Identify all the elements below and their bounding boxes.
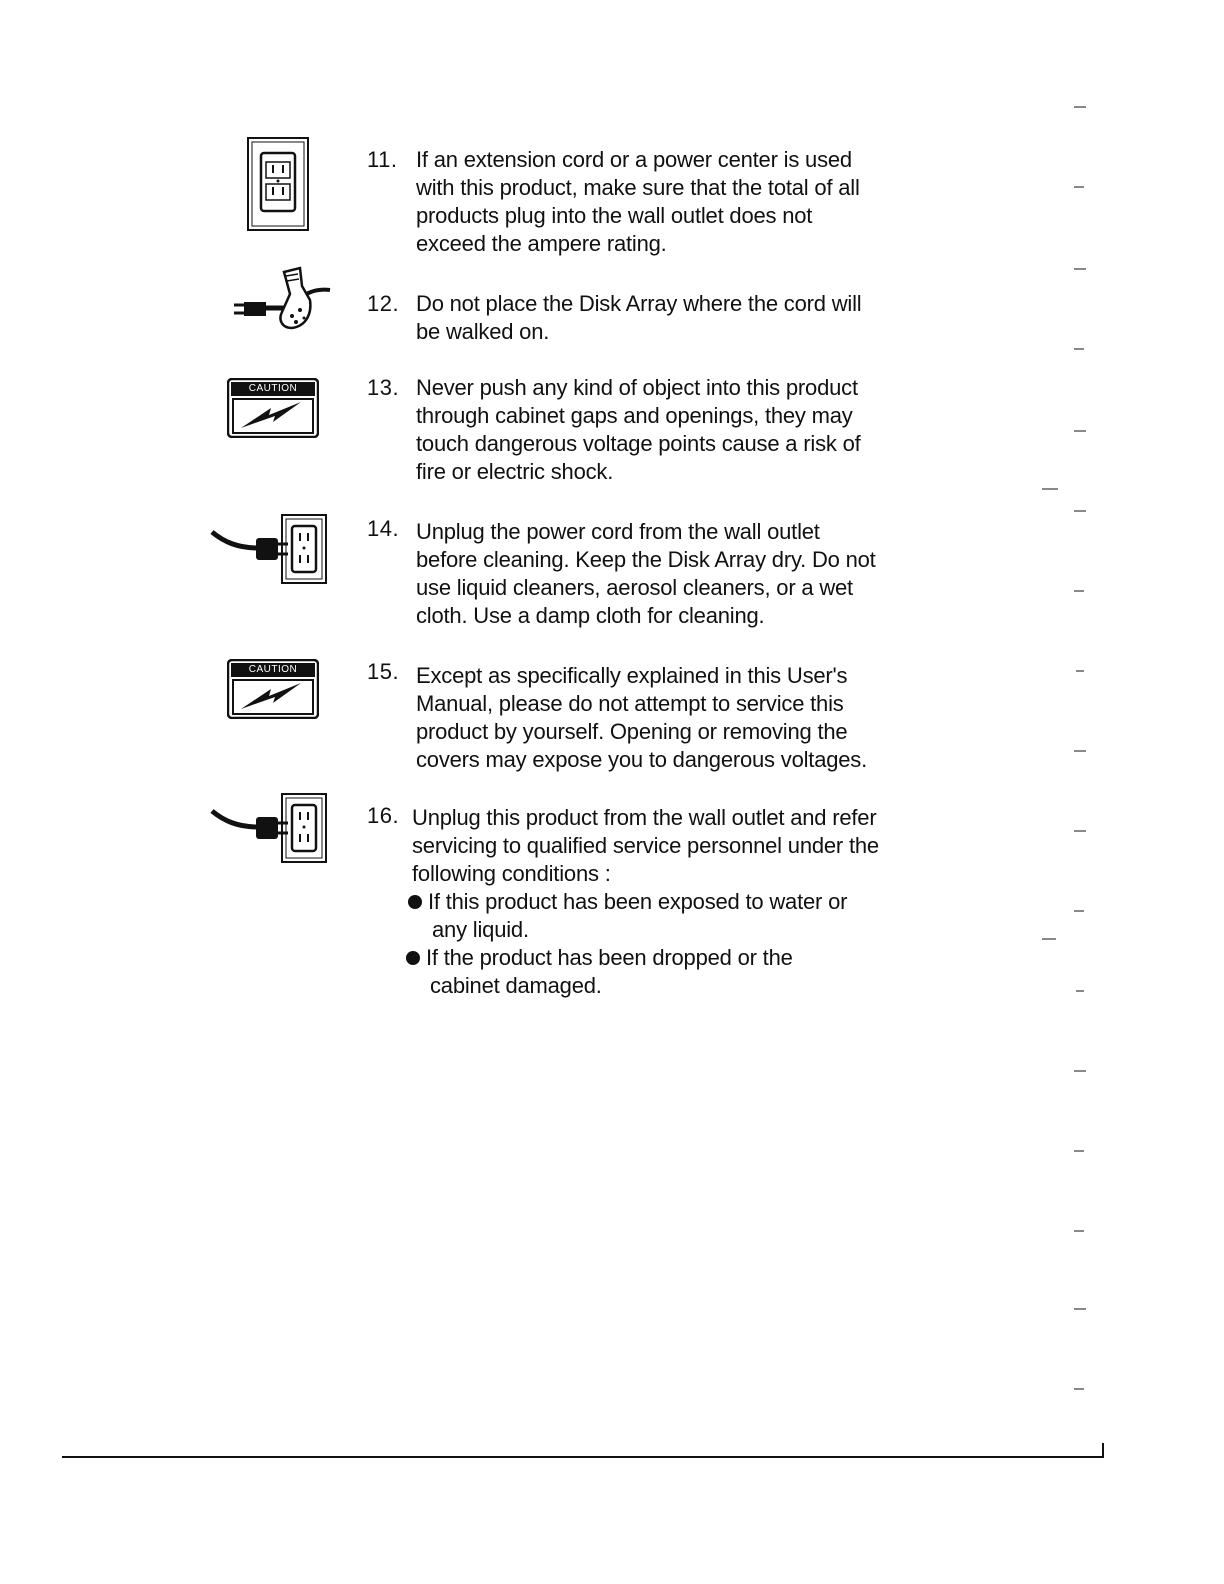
cord-stepped-on-icon (232, 264, 332, 334)
caution-shock-icon (227, 659, 319, 719)
edge-mark (1074, 510, 1086, 512)
bullet-item (408, 888, 952, 944)
item-number: 14. (367, 516, 400, 541)
text-line: fire or electric shock. (416, 459, 614, 484)
caution-shock-icon (227, 378, 319, 438)
edge-mark (1074, 590, 1084, 592)
wall-outlet-icon (247, 137, 309, 231)
text-line: servicing to qualified service personnel under the (412, 833, 879, 858)
text-line: products plug into the wall outlet does not (416, 203, 813, 228)
edge-mark (1074, 1388, 1084, 1390)
edge-mark (1074, 910, 1084, 912)
caution-label: CAUTION (248, 383, 298, 394)
item-number: 16. (367, 803, 400, 828)
text-line: Manual, please do not attempt to service this (416, 691, 844, 716)
edge-mark (1074, 830, 1086, 832)
text-line: exceed the ampere rating. (416, 231, 667, 256)
text-line: cabinet damaged. (430, 973, 602, 998)
edge-mark (1076, 670, 1084, 672)
item-text (416, 662, 956, 774)
text-line: through cabinet gaps and openings, they may (416, 403, 853, 428)
text-line: Unplug the power cord from the wall outlet (416, 519, 820, 544)
footer-rule (62, 1456, 1104, 1458)
item-number: 15. (367, 659, 400, 684)
text-line: before cleaning. Keep the Disk Array dry. Do not (416, 547, 876, 572)
item-text (416, 374, 956, 486)
text-line: any liquid. (432, 917, 529, 942)
text-line: If the product has been dropped or the (426, 945, 793, 970)
text-line: following conditions : (412, 861, 611, 886)
text-line: Never push any kind of object into this product (416, 375, 858, 400)
edge-mark (1074, 106, 1086, 108)
edge-mark (1042, 938, 1056, 940)
bullet-item (406, 944, 952, 1000)
text-line: product by yourself. Opening or removing the (416, 719, 848, 744)
footer-rule-tick (1102, 1443, 1104, 1458)
text-line: Except as specifically explained in this User's (416, 663, 848, 688)
edge-mark (1076, 990, 1084, 992)
edge-mark (1074, 430, 1086, 432)
edge-mark (1074, 348, 1084, 350)
text-line: with this product, make sure that the total of all (416, 175, 860, 200)
item-number: 11. (367, 147, 398, 172)
text-line: If an extension cord or a power center is used (416, 147, 852, 172)
unplug-outlet-icon (210, 793, 330, 865)
edge-mark (1074, 750, 1086, 752)
edge-mark (1074, 1230, 1084, 1232)
text-line: Unplug this product from the wall outlet and refer (412, 805, 877, 830)
item-text (416, 518, 956, 630)
text-line: Do not place the Disk Array where the cord will (416, 291, 862, 316)
text-line: touch dangerous voltage points cause a risk of (416, 431, 861, 456)
text-line: be walked on. (416, 319, 550, 344)
edge-mark (1074, 186, 1084, 188)
text-line: cloth. Use a damp cloth for cleaning. (416, 603, 765, 628)
item-number: 13. (367, 375, 400, 400)
text-line: covers may expose you to dangerous voltages. (416, 747, 868, 772)
edge-mark (1074, 1150, 1084, 1152)
item-text (412, 804, 952, 1000)
bullet-dot (406, 951, 420, 965)
bullet-dot (408, 895, 422, 909)
edge-mark (1074, 1308, 1086, 1310)
edge-mark (1074, 1070, 1086, 1072)
caution-label: CAUTION (248, 664, 298, 675)
edge-mark (1042, 488, 1058, 490)
edge-mark (1074, 268, 1086, 270)
item-text (416, 146, 956, 258)
text-line: use liquid cleaners, aerosol cleaners, or a wet (416, 575, 853, 600)
item-text (416, 290, 956, 346)
unplug-outlet-icon (210, 514, 330, 586)
text-line: If this product has been exposed to water or (428, 889, 848, 914)
item-number: 12. (367, 291, 400, 316)
